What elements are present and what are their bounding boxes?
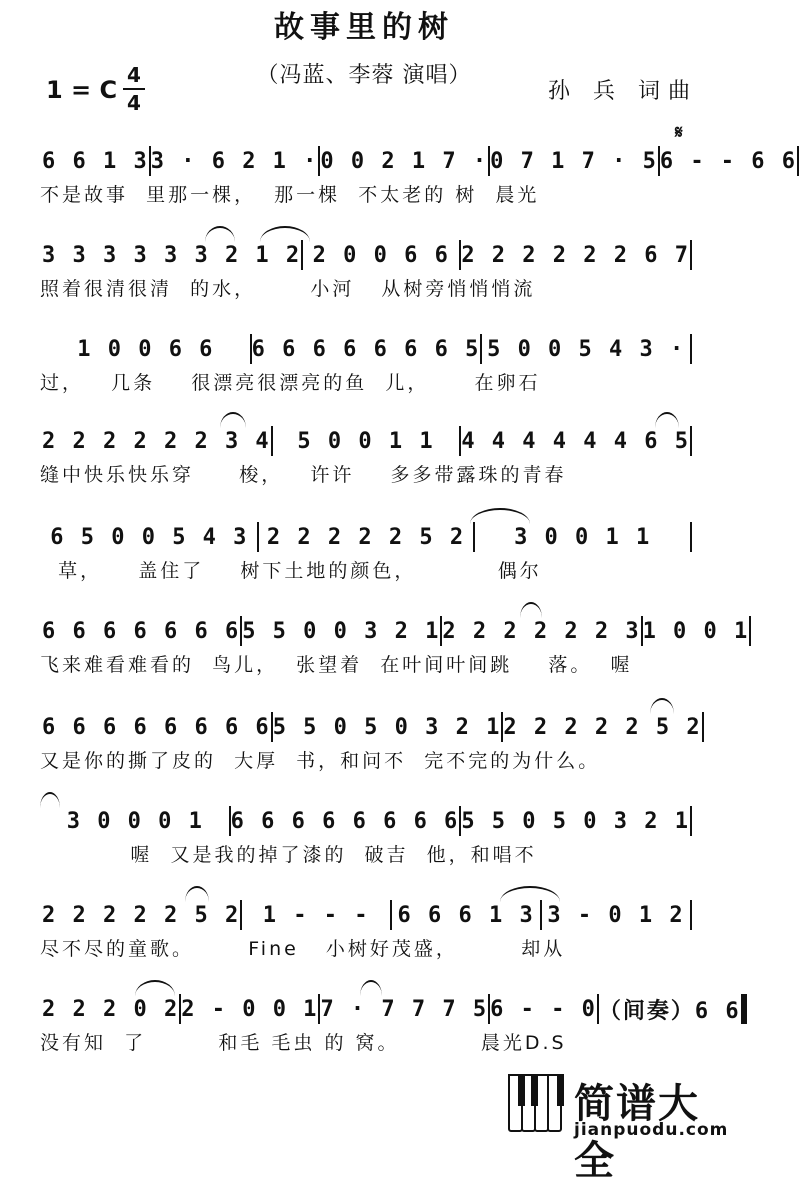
lyric-line: 草， 盖住了 树下土地的颜色， 偶尔 bbox=[40, 560, 542, 582]
measure: 1 - - - bbox=[262, 902, 370, 928]
measure: 1 0 0 6 6 bbox=[77, 336, 215, 362]
lyric-line: 过， 几条 很漂亮很漂亮的鱼 儿， 在卵石 bbox=[40, 372, 541, 394]
barline bbox=[690, 806, 692, 836]
measure: 2 2 2 2 2 5 2 bbox=[42, 902, 241, 928]
song-title: 故事里的树 bbox=[274, 10, 454, 45]
barline bbox=[749, 616, 751, 646]
lyric-line: 不是故事 里那一棵， 那一棵 不太老的 树 晨光 bbox=[40, 184, 540, 206]
note-row bbox=[42, 146, 798, 176]
composer-credit: 孙 兵 词曲 bbox=[548, 79, 698, 104]
staff-system bbox=[0, 398, 728, 494]
barline bbox=[690, 426, 692, 456]
lyric-line: 尽不尽的童歌。 Fine 小树好茂盛， 却从 bbox=[40, 938, 566, 960]
staff-system bbox=[0, 872, 728, 968]
note-row bbox=[42, 240, 692, 270]
measure: （间奏）6 6 bbox=[598, 998, 741, 1024]
note-row bbox=[42, 334, 692, 364]
measure: 4 4 4 4 4 4 6 5 bbox=[461, 428, 690, 454]
barline bbox=[690, 240, 692, 270]
lyric-line: 飞来难看难看的 鸟儿， 张望着 在叶间叶间跳 落。 喔 bbox=[40, 654, 633, 676]
measure: 5 0 0 5 4 3 · bbox=[487, 336, 686, 362]
lyric-line: 没有知 了 和毛 毛虫 的 窝。 晨光D.S bbox=[40, 1032, 567, 1054]
meter-bottom: 4 bbox=[127, 91, 141, 115]
measure: 6 6 6 6 6 6 6 6 bbox=[230, 808, 460, 834]
measure: 0 0 2 1 7 · bbox=[320, 148, 489, 174]
staff-system bbox=[0, 494, 728, 590]
note-row bbox=[42, 522, 692, 552]
performers: （冯蓝、李蓉 演唱） bbox=[256, 63, 472, 88]
measure: 6 6 6 1 3 bbox=[397, 902, 535, 928]
staff-system bbox=[0, 778, 728, 874]
measure: 2 2 2 2 2 5 2 bbox=[266, 524, 466, 550]
measure: 6 5 0 0 5 4 3 bbox=[50, 524, 249, 550]
note-row bbox=[42, 426, 692, 456]
measure: 3 0 0 0 1 bbox=[66, 808, 204, 834]
measure: 3 - 0 1 2 bbox=[547, 902, 685, 928]
measure: 2 0 0 6 6 bbox=[312, 242, 450, 268]
measure: 2 2 2 2 2 2 6 7 bbox=[461, 242, 690, 268]
meter-divider bbox=[123, 88, 145, 90]
segno-icon: 𝄋 bbox=[675, 122, 683, 143]
barline bbox=[690, 522, 692, 552]
measure: 6 6 6 6 6 6 6 bbox=[42, 618, 241, 644]
lyric-line: 缝中快乐快乐穿 梭， 许许 多多带露珠的青春 bbox=[40, 464, 567, 486]
note-row bbox=[42, 712, 702, 742]
barline bbox=[741, 994, 747, 1024]
measure: 2 2 2 2 2 2 3 4 bbox=[42, 428, 271, 454]
staff-system bbox=[0, 684, 728, 780]
measure: 2 2 2 2 2 5 2 bbox=[503, 714, 702, 740]
note-row bbox=[42, 900, 692, 930]
staff-system bbox=[0, 306, 728, 402]
measure: 6 6 6 6 6 6 6 6 bbox=[42, 714, 271, 740]
measure: 5 5 0 5 0 3 2 1 bbox=[461, 808, 690, 834]
lyric-line: 照着很清很清 的水， 小河 从树旁悄悄悄流 bbox=[40, 278, 536, 300]
note-row bbox=[42, 806, 692, 836]
logo-url: jianpuodu.com bbox=[574, 1120, 729, 1140]
measure: 5 5 0 5 0 3 2 1 bbox=[272, 714, 502, 740]
piano-icon bbox=[508, 1074, 570, 1128]
measure: 0 7 1 7 · 5 bbox=[490, 148, 658, 174]
meter-top: 4 bbox=[127, 63, 141, 87]
note-row bbox=[42, 616, 750, 646]
measure: 6 - - 6 6 bbox=[659, 148, 798, 174]
barline bbox=[690, 900, 692, 930]
measure: 6 6 1 3 bbox=[42, 148, 149, 174]
measure: 3 3 3 3 3 3 2 1 2 bbox=[42, 242, 302, 268]
measure: 3 0 0 1 1 bbox=[514, 524, 652, 550]
site-logo bbox=[508, 1072, 729, 1184]
barline bbox=[702, 712, 704, 742]
measure: 2 2 2 0 2 bbox=[42, 996, 180, 1022]
measure: 5 5 0 0 3 2 1 bbox=[242, 618, 441, 644]
staff-system bbox=[0, 966, 741, 1062]
logo-text: 简谱大全 bbox=[574, 1081, 700, 1184]
lyric-line: 喔 又是我的掉了漆的 破吉 他，和唱不 bbox=[40, 844, 537, 866]
note-row bbox=[42, 994, 741, 1024]
measure: 7 · 7 7 7 5 bbox=[320, 996, 489, 1022]
staff-system bbox=[0, 118, 798, 214]
measure: 2 - 0 0 1 bbox=[181, 996, 319, 1022]
staff-system bbox=[0, 212, 728, 308]
staff-system bbox=[0, 588, 750, 684]
measure: 6 - - 0 bbox=[490, 996, 597, 1022]
measure: 1 0 0 1 bbox=[642, 618, 750, 644]
measure: 2 2 2 2 2 2 3 bbox=[442, 618, 641, 644]
lyric-line: 又是你的撕了皮的 大厚 书，和问不 完不完的为什么。 bbox=[40, 750, 601, 772]
measure: 6 6 6 6 6 6 6 5 bbox=[251, 336, 481, 362]
measure: 5 0 0 1 1 bbox=[297, 428, 435, 454]
barline bbox=[690, 334, 692, 364]
time-signature bbox=[123, 64, 145, 114]
measure: 3 · 6 2 1 · bbox=[150, 148, 319, 174]
key-signature: 1 = C bbox=[46, 76, 118, 104]
